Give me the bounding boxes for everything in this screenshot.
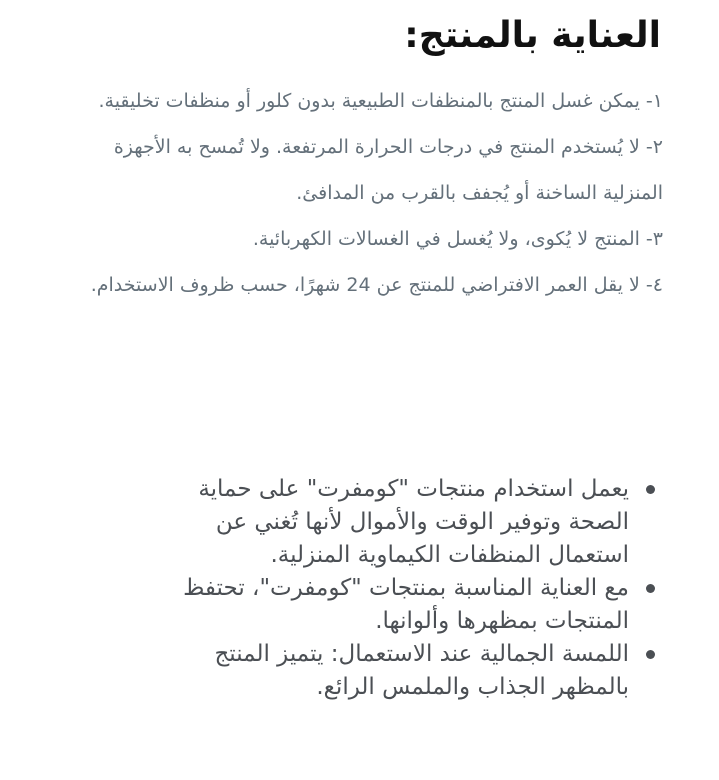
care-instruction-1: ١- يمكن غسل المنتج بالمنظفات الطبيعية بدون كلور أو منظفات تخليقية.	[98, 90, 663, 112]
care-instruction-3: ٣- المنتج لا يُكوى، ولا يُغسل في الغسالات الكهربائية.	[252, 228, 663, 250]
benefit-text: مع العناية المناسبة بمنتجات "كومفرت"، تحتفظ المنتجات بمظهرها وألوانها.	[183, 575, 629, 634]
benefit-item-appearance	[149, 572, 659, 638]
page-title: العناية بالمنتج:	[404, 15, 661, 56]
care-instruction-4: ٤- لا يقل العمر الافتراضي للمنتج عن 24 شهرًا، حسب ظروف الاستخدام.	[90, 274, 663, 296]
benefit-item-aesthetic	[149, 638, 659, 704]
benefit-text: اللمسة الجمالية عند الاستعمال: يتميز المنتج بالمظهر الجذاب والملمس الرائع.	[214, 641, 629, 700]
benefit-text: يعمل استخدام منتجات "كومفرت" على حماية الصحة وتوفير الوقت والأموال لأنها تُغني عن استعمال المنظفات الكيماوية المنزلية.	[198, 476, 629, 568]
care-instruction-2: ٢- لا يُستخدم المنتج في درجات الحرارة المرتفعة. ولا تُمسح به الأجهزة المنزلية الساخنة أو يُجفف بالقرب من المدافئ.	[113, 136, 663, 204]
care-instructions-list	[63, 78, 663, 308]
bullet-dot-icon	[646, 650, 655, 659]
bullet-dot-icon	[646, 584, 655, 593]
benefit-item-health	[149, 473, 659, 572]
benefits-list	[149, 473, 659, 704]
bullet-dot-icon	[646, 485, 655, 494]
